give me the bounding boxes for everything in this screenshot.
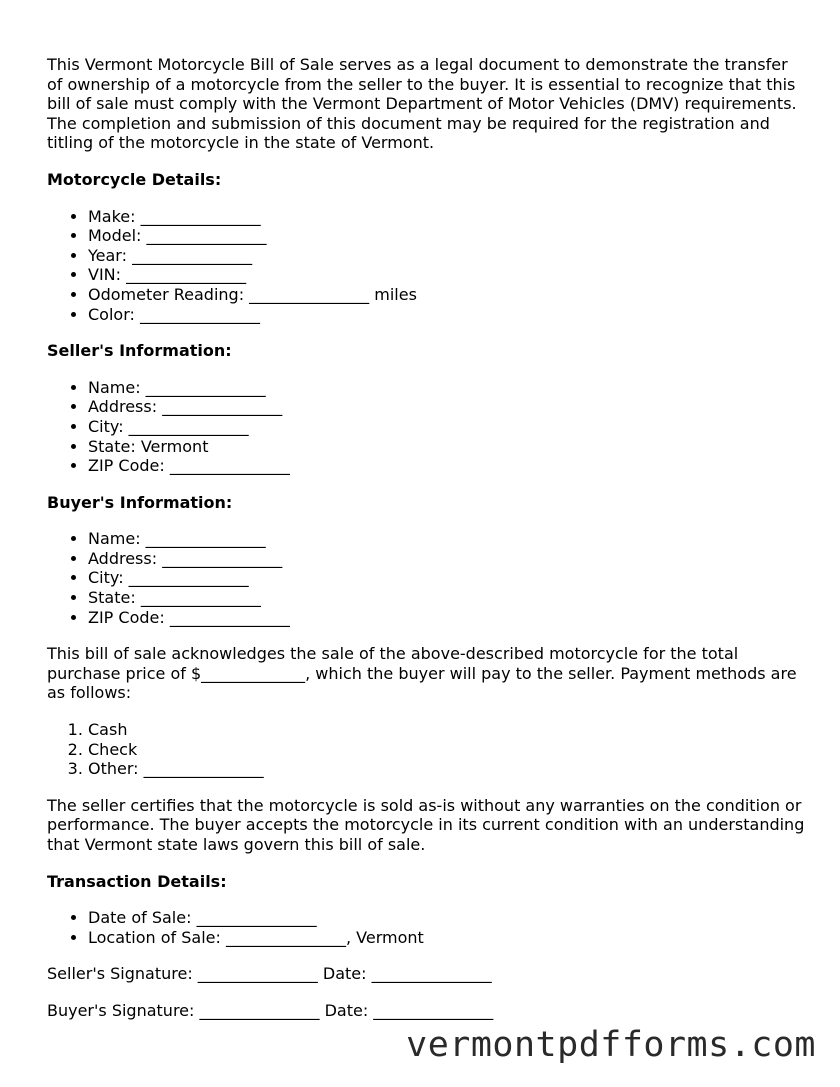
- certification-paragraph: The seller certifies that the motorcycle is sold as-is without any warranties on the condition or performance. The buyer accepts the motorcycle in its current condition with an understanding that Vermont state laws govern this bill of sale.: [47, 795, 805, 854]
- document-body: [47, 55, 807, 1038]
- seller-name-field: • Name: _______________: [88, 378, 807, 398]
- buyer-info-heading: Buyer's Information:: [47, 492, 233, 512]
- transaction-details-heading: Transaction Details:: [47, 871, 227, 891]
- buyer-signature-line: Buyer's Signature: _______________ Date: _______________: [47, 1000, 494, 1020]
- payment-method-check: 2. Check: [88, 740, 807, 760]
- buyer-city-field: • City: _______________: [88, 568, 807, 588]
- seller-signature-line: Seller's Signature: _______________ Date: _______________: [47, 964, 492, 984]
- payment-methods-list: [47, 720, 807, 779]
- site-watermark: vermontpdfforms.com: [406, 1025, 816, 1065]
- buyer-info-list: [47, 529, 807, 627]
- motorcycle-make-field: • Make: _______________: [88, 207, 807, 227]
- motorcycle-vin-field: • VIN: _______________: [88, 265, 807, 285]
- seller-info-heading: Seller's Information:: [47, 341, 232, 361]
- date-of-sale-field: • Date of Sale: _______________: [88, 908, 807, 928]
- buyer-name-field: • Name: _______________: [88, 529, 807, 549]
- seller-info-list: [47, 378, 807, 476]
- motorcycle-year-field: • Year: _______________: [88, 246, 807, 266]
- intro-paragraph: This Vermont Motorcycle Bill of Sale serves as a legal document to demonstrate the transfer of ownership of a motorcycle from the seller to the buyer. It is essential to recognize that this bill of sale must comply with the Vermont Department of Motor Vehicles (DMV) requirements. The completion and submission of this document may be required for the registration and titling of the motorcycle in the state of Vermont.: [47, 55, 797, 153]
- motorcycle-details-heading: Motorcycle Details:: [47, 169, 222, 189]
- motorcycle-color-field: • Color: _______________: [88, 305, 807, 325]
- motorcycle-details-list: [47, 207, 807, 325]
- motorcycle-odometer-field: • Odometer Reading: _______________ miles: [88, 285, 807, 305]
- payment-method-cash: 1. Cash: [88, 720, 807, 740]
- buyer-zip-field: • ZIP Code: _______________: [88, 608, 807, 628]
- seller-zip-field: • ZIP Code: _______________: [88, 456, 807, 476]
- payment-method-other: 3. Other: _______________: [88, 759, 807, 779]
- motorcycle-model-field: • Model: _______________: [88, 226, 807, 246]
- buyer-state-field: • State: _______________: [88, 588, 807, 608]
- buyer-address-field: • Address: _______________: [88, 549, 807, 569]
- seller-city-field: • City: _______________: [88, 417, 807, 437]
- transaction-details-list: [47, 908, 807, 947]
- location-of-sale-field: • Location of Sale: _______________, Vermont: [88, 928, 807, 948]
- purchase-price-paragraph: This bill of sale acknowledges the sale of the above-described motorcycle for the total purchase price of $_____________, which the buyer will pay to the seller. Payment methods are as follows:: [47, 644, 797, 703]
- seller-state-field: • State: Vermont: [88, 437, 807, 457]
- seller-address-field: • Address: _______________: [88, 397, 807, 417]
